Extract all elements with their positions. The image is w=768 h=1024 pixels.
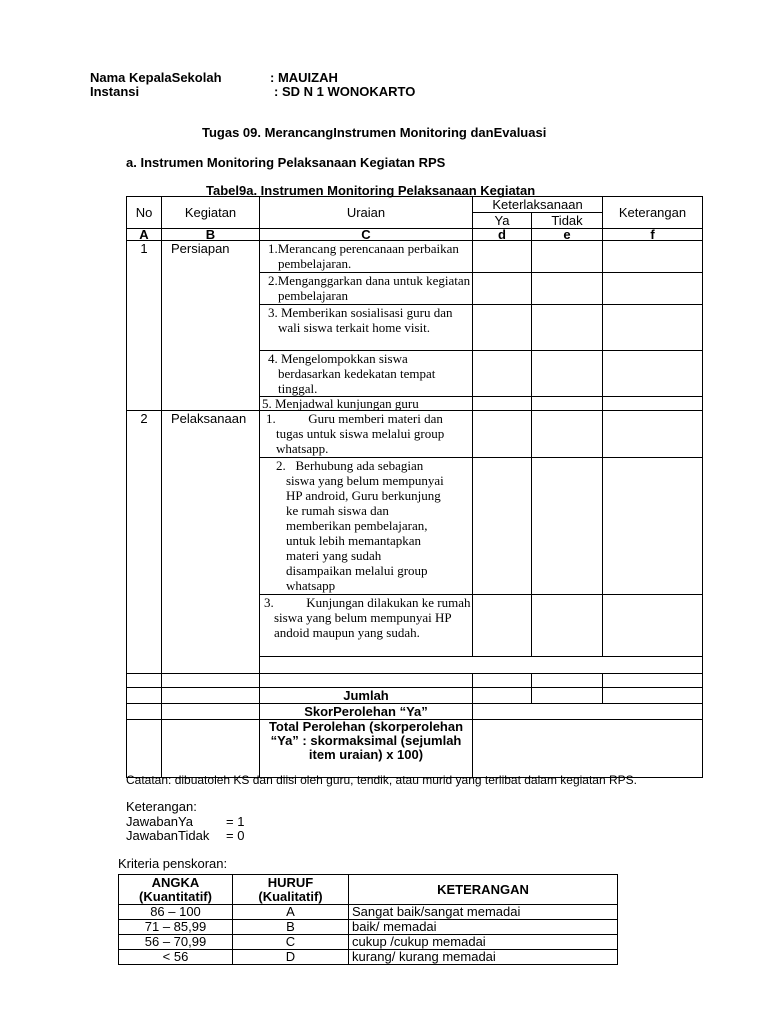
letter-c: C [260, 229, 473, 241]
group1-no: 1 [127, 241, 162, 411]
tidak-value: = 0 [226, 828, 245, 843]
kepala-label: Nama KepalaSekolah [90, 70, 222, 85]
letter-a: A [127, 229, 162, 241]
page-title: Tugas 09. MerancangInstrumen Monitoring danEvaluasi [202, 125, 547, 140]
catatan-note: Catatan: dibuatoleh KS dan diisi oleh guru, tendik, atau murid yang terlibat dalam kegiatan RPS. [126, 773, 637, 787]
header-kegiatan: Kegiatan [162, 197, 260, 229]
letter-b: B [162, 229, 260, 241]
group2-name: Pelaksanaan [162, 411, 260, 674]
monitoring-table [126, 196, 703, 778]
header-angka: ANGKA (Kuantitatif) [119, 875, 233, 905]
letter-f: f [603, 229, 703, 241]
header-tidak: Tidak [532, 213, 603, 229]
total-label: Total Perolehan (skorperolehan “Ya” : skormaksimal (sejumlah item uraian) x 100) [260, 720, 473, 778]
keterangan-title: Keterangan: [126, 799, 197, 814]
kepala-value: : MAUIZAH [270, 70, 338, 85]
header-keterangan: Keterangan [603, 197, 703, 229]
skor-label: SkorPerolehan “Ya” [260, 704, 473, 720]
header-ket: KETERANGAN [349, 875, 618, 905]
table-row: 56 – 70,99 C cukup /cukup memadai [119, 935, 618, 950]
kriteria-table [118, 874, 618, 965]
kriteria-title: Kriteria penskoran: [118, 856, 228, 871]
table-row: 86 – 100 A Sangat baik/sangat memadai [119, 905, 618, 920]
instansi-label: Instansi [90, 84, 140, 99]
tidak-label: JawabanTidak [126, 828, 210, 843]
letter-e: e [532, 229, 603, 241]
uraian-item: 1.Merancang perencanaan perbaikan pembelajaran. [260, 241, 473, 273]
header-uraian: Uraian [260, 197, 473, 229]
group2-no: 2 [127, 411, 162, 674]
instansi-value: : SD N 1 WONOKARTO [274, 84, 416, 99]
header-huruf: HURUF (Kualitatif) [233, 875, 349, 905]
jumlah-label: Jumlah [260, 688, 473, 704]
uraian-item: 2. Berhubung ada sebagian siswa yang belum mempunyai HP android, Guru berkunjung ke rumah siswa dan memberikan pembelajaran, untuk lebih memantapkan materi yang sudah disampaikan melalui group whatsapp [260, 458, 473, 595]
group1-name: Persiapan [162, 241, 260, 411]
section-heading: a. Instrumen Monitoring Pelaksanaan Kegiatan RPS [126, 155, 446, 170]
uraian-item: 3. Kunjungan dilakukan ke rumah siswa yang belum mempunyai HP andoid maupun yang sudah. [260, 595, 473, 657]
uraian-item: 4. Mengelompokkan siswa berdasarkan kedekatan tempat tinggal. [260, 351, 473, 397]
table-caption: Tabel9a. Instrumen Monitoring Pelaksanaan Kegiatan [206, 183, 536, 198]
ya-value: = 1 [226, 814, 245, 829]
header-ya: Ya [473, 213, 532, 229]
uraian-item: 2.Menganggarkan dana untuk kegiatan pembelajaran [260, 273, 473, 305]
table-row: < 56 D kurang/ kurang memadai [119, 950, 618, 965]
header-no: No [127, 197, 162, 229]
letter-d: d [473, 229, 532, 241]
uraian-item: 1. Guru memberi materi dan tugas untuk siswa melalui group whatsapp. [260, 411, 473, 458]
uraian-item: 5. Menjadwal kunjungan guru [260, 397, 473, 411]
uraian-item: 3. Memberikan sosialisasi guru dan wali siswa terkait home visit. [260, 305, 473, 351]
table-row: 71 – 85,99 B baik/ memadai [119, 920, 618, 935]
ya-label: JawabanYa [126, 814, 193, 829]
header-keterlaksanaan: Keterlaksanaan [473, 197, 603, 213]
